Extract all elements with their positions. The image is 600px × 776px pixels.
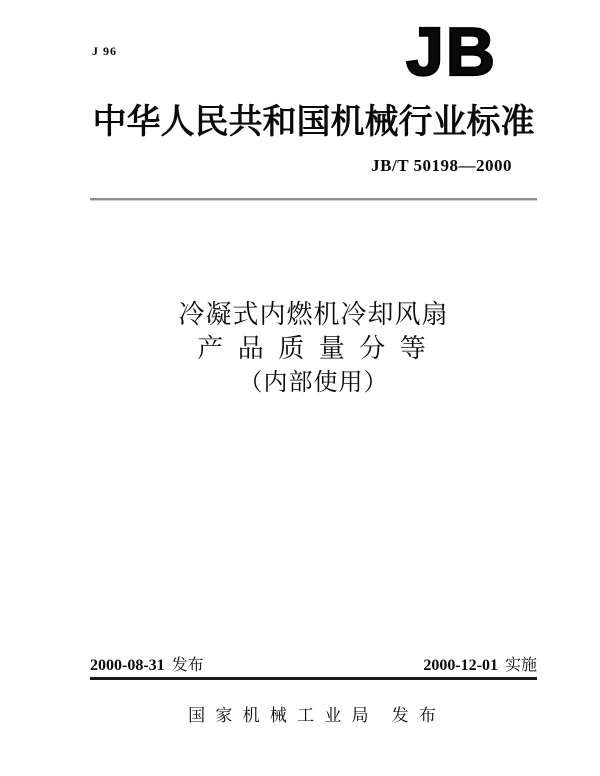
standard-number: JB/T 50198—2000	[371, 156, 512, 175]
publisher-name: 国 家 机 械 工 业 局	[188, 706, 372, 725]
implementation-date: 2000-12-01	[423, 657, 498, 674]
publisher-action: 发 布	[391, 706, 439, 725]
publisher-row	[90, 701, 537, 726]
dates-row	[90, 652, 537, 675]
footer-divider-rule	[90, 677, 537, 680]
issue-date-group	[90, 652, 204, 675]
document-title-line2: 产 品 质 量 分 等	[197, 334, 430, 363]
issue-date: 2000-08-31	[90, 657, 165, 674]
implementation-date-label: 实施	[504, 657, 537, 674]
issue-date-label: 发布	[171, 657, 204, 674]
document-title-line3: （内部使用）	[238, 370, 389, 396]
implementation-date-group	[423, 652, 537, 675]
jb-standard-logo: JB	[406, 14, 497, 90]
document-title-line1: 冷凝式内燃机冷却风扇	[178, 300, 449, 329]
document-title-block	[90, 297, 537, 400]
doc-classification-code: J 96	[92, 44, 117, 58]
header-divider-rule	[90, 198, 537, 201]
standard-category-title: 中华人民共和国机械行业标准	[92, 104, 535, 141]
